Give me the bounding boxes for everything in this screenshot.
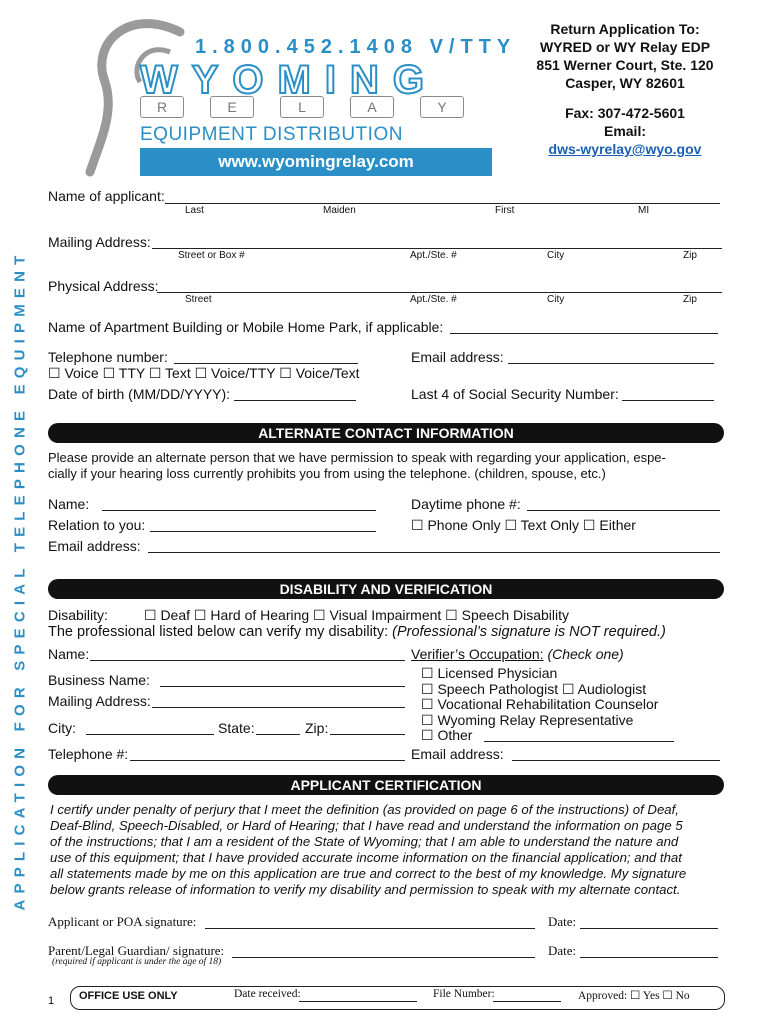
occupation-note: (Check one) bbox=[547, 646, 624, 662]
disability-label: Disability: bbox=[48, 607, 108, 623]
logo-name: WYOMING bbox=[140, 58, 438, 102]
alt-name-field[interactable] bbox=[102, 510, 376, 511]
verifier-email-label: Email address: bbox=[411, 746, 504, 762]
date-received-field[interactable] bbox=[299, 1001, 417, 1002]
occupation-option[interactable]: ☐ Vocational Rehabilitation Counselor bbox=[421, 696, 659, 712]
dob-label: Date of birth (MM/DD/YYYY): bbox=[48, 386, 231, 402]
occupation-label bbox=[411, 646, 624, 662]
return-fax: Fax: 307-472-5601 bbox=[565, 105, 685, 121]
sub-label: Apt./Ste. # bbox=[410, 294, 457, 305]
state-field[interactable] bbox=[256, 734, 300, 735]
disability-options[interactable]: ☐ Deaf ☐ Hard of Hearing ☐ Visual Impairment ☐ Speech Disability bbox=[144, 607, 570, 623]
professional-note: (Professional’s signature is NOT required.) bbox=[392, 624, 666, 640]
certification-text bbox=[50, 802, 740, 898]
return-address bbox=[505, 20, 745, 158]
sub-label: Maiden bbox=[323, 205, 356, 216]
alt-intro bbox=[48, 450, 728, 482]
guardian-signature-field[interactable] bbox=[232, 957, 535, 958]
sub-label: Street bbox=[185, 294, 212, 305]
logo-phone: 1.800.452.1408 V/TTY bbox=[195, 36, 517, 58]
alt-name-label: Name: bbox=[48, 496, 90, 512]
dob-field[interactable] bbox=[234, 400, 356, 401]
occupation-option[interactable]: ☐ Wyoming Relay Representative bbox=[421, 712, 634, 728]
date-received-label: Date received: bbox=[234, 988, 301, 1000]
business-name-field[interactable] bbox=[160, 686, 405, 687]
relay-letter: E bbox=[210, 96, 254, 118]
city-label: City: bbox=[48, 720, 76, 736]
sub-label: Street or Box # bbox=[178, 250, 245, 261]
zip-label: Zip: bbox=[305, 720, 329, 736]
office-use-label: OFFICE USE ONLY bbox=[79, 990, 178, 1002]
guardian-signature-label: Parent/Legal Guardian/ signature: bbox=[48, 943, 225, 958]
guardian-note: (required if applicant is under the age of 18) bbox=[52, 957, 222, 967]
logo-subtitle: EQUIPMENT DISTRIBUTION bbox=[140, 124, 403, 145]
applicant-signature-label: Applicant or POA signature: bbox=[48, 914, 197, 929]
daytime-phone-field[interactable] bbox=[527, 510, 720, 511]
disability-heading: DISABILITY AND VERIFICATION bbox=[48, 579, 724, 599]
alt-contact-heading: ALTERNATE CONTACT INFORMATION bbox=[48, 423, 724, 443]
verifier-email-field[interactable] bbox=[512, 760, 720, 761]
zip-field[interactable] bbox=[330, 734, 405, 735]
sub-label: Last bbox=[185, 205, 204, 216]
relation-label: Relation to you: bbox=[48, 517, 146, 533]
return-line: 851 Werner Court, Ste. 120 bbox=[536, 57, 714, 73]
relay-letter: R bbox=[140, 96, 184, 118]
return-line: Return Application To: bbox=[550, 21, 700, 37]
mailing-address-field[interactable] bbox=[152, 248, 722, 249]
physical-address-field[interactable] bbox=[157, 292, 722, 293]
alt-email-field[interactable] bbox=[148, 552, 720, 553]
occupation-text: Verifier’s Occupation: bbox=[411, 646, 544, 662]
professional-text: The professional listed below can verify my disability: bbox=[48, 624, 389, 640]
verifier-telephone-field[interactable] bbox=[130, 760, 405, 761]
verifier-name-label: Name: bbox=[48, 646, 90, 662]
page-number: 1 bbox=[48, 995, 55, 1007]
guardian-date-field[interactable] bbox=[580, 957, 718, 958]
occupation-option[interactable]: ☐ Licensed Physician bbox=[421, 665, 558, 681]
state-label: State: bbox=[218, 720, 255, 736]
alt-intro-line: Please provide an alternate person that we have permission to speak with regarding your application, espe- bbox=[48, 450, 666, 465]
sub-label: Zip bbox=[683, 250, 697, 261]
relay-letter: Y bbox=[420, 96, 464, 118]
occupation-option[interactable]: ☐ Speech Pathologist ☐ Audiologist bbox=[421, 681, 647, 697]
certification-heading: APPLICANT CERTIFICATION bbox=[48, 775, 724, 795]
professional-statement bbox=[48, 624, 666, 640]
verifier-mailing-field[interactable] bbox=[152, 707, 405, 708]
applicant-name-field[interactable] bbox=[165, 203, 720, 204]
relation-field[interactable] bbox=[150, 531, 376, 532]
cert-line: I certify under penalty of perjury that I meet the definition (as provided on page 6 of the instructions) of Deaf, bbox=[50, 802, 679, 817]
relay-letter: A bbox=[350, 96, 394, 118]
telephone-field[interactable] bbox=[174, 363, 358, 364]
contact-method-options[interactable]: ☐ Phone Only ☐ Text Only ☐ Either bbox=[411, 517, 636, 533]
side-title: APPLICATION FOR SPECIAL TELEPHONE EQUIPMENT bbox=[11, 249, 29, 911]
city-field[interactable] bbox=[86, 734, 214, 735]
approved-options[interactable]: Approved: ☐ Yes ☐ No bbox=[578, 990, 690, 1002]
telephone-label: Telephone number: bbox=[48, 349, 168, 365]
date-label: Date: bbox=[548, 914, 577, 929]
sub-label: City bbox=[547, 250, 565, 261]
applicant-signature-field[interactable] bbox=[205, 928, 535, 929]
alt-email-label: Email address: bbox=[48, 538, 141, 554]
relay-letter: L bbox=[280, 96, 324, 118]
cert-line: all statements made by me on this application are true and correct to the best of my knowledge. My signature bbox=[50, 866, 687, 881]
sub-label: Apt./Ste. # bbox=[410, 250, 457, 261]
cert-line: Deaf-Blind, Speech-Disabled, or Hard of Hearing; that I have read and understand the information on page 5 bbox=[50, 818, 683, 833]
sub-label: City bbox=[547, 294, 565, 305]
return-email-link[interactable]: dws-wyrelay@wyo.gov bbox=[548, 141, 702, 157]
alt-intro-line: cially if your hearing loss currently prohibits you from using the telephone. (children, spouse, etc.) bbox=[48, 466, 606, 481]
cert-line: use of this equipment; that I have provided accurate income information on the financial application; and that bbox=[50, 850, 682, 865]
ssn-label: Last 4 of Social Security Number: bbox=[411, 386, 619, 402]
verifier-telephone-label: Telephone #: bbox=[48, 746, 129, 762]
physical-address-label: Physical Address: bbox=[48, 278, 159, 294]
cert-line: below grants release of information to verify my disability and permission to speak with my alternate contact. bbox=[50, 882, 681, 897]
logo-relay bbox=[140, 96, 464, 118]
business-name-label: Business Name: bbox=[48, 672, 150, 688]
return-line: Casper, WY 82601 bbox=[565, 75, 685, 91]
email-field[interactable] bbox=[508, 363, 714, 364]
applicant-name-label: Name of applicant: bbox=[48, 188, 165, 204]
verifier-name-field[interactable] bbox=[90, 660, 405, 661]
return-email-label: Email: bbox=[603, 123, 646, 139]
verifier-mailing-label: Mailing Address: bbox=[48, 693, 151, 709]
occupation-option[interactable]: ☐ Other bbox=[421, 727, 473, 743]
guardian-date-label: Date: bbox=[548, 943, 577, 958]
logo-url[interactable]: www.wyomingrelay.com bbox=[140, 148, 492, 176]
file-number-field[interactable] bbox=[493, 1001, 561, 1002]
sub-label: Zip bbox=[683, 294, 697, 305]
date-field[interactable] bbox=[580, 928, 718, 929]
email-label: Email address: bbox=[411, 349, 504, 365]
mailing-address-label: Mailing Address: bbox=[48, 234, 151, 250]
sub-label: First bbox=[495, 205, 515, 216]
cert-line: of the instructions; that I am a resident of the State of Wyoming; that I am able to understand the nature and bbox=[50, 834, 679, 849]
return-line: WYRED or WY Relay EDP bbox=[539, 39, 711, 55]
office-use-box bbox=[70, 986, 725, 1010]
apartment-label: Name of Apartment Building or Mobile Home Park, if applicable: bbox=[48, 319, 444, 335]
apartment-field[interactable] bbox=[450, 333, 718, 334]
ssn-field[interactable] bbox=[622, 400, 714, 401]
telephone-type-options[interactable]: ☐ Voice ☐ TTY ☐ Text ☐ Voice/TTY ☐ Voice/Text bbox=[48, 365, 360, 381]
file-number-label: File Number: bbox=[433, 988, 495, 1000]
daytime-phone-label: Daytime phone #: bbox=[411, 496, 521, 512]
other-occupation-field[interactable] bbox=[484, 741, 674, 742]
sub-label: MI bbox=[638, 205, 650, 216]
